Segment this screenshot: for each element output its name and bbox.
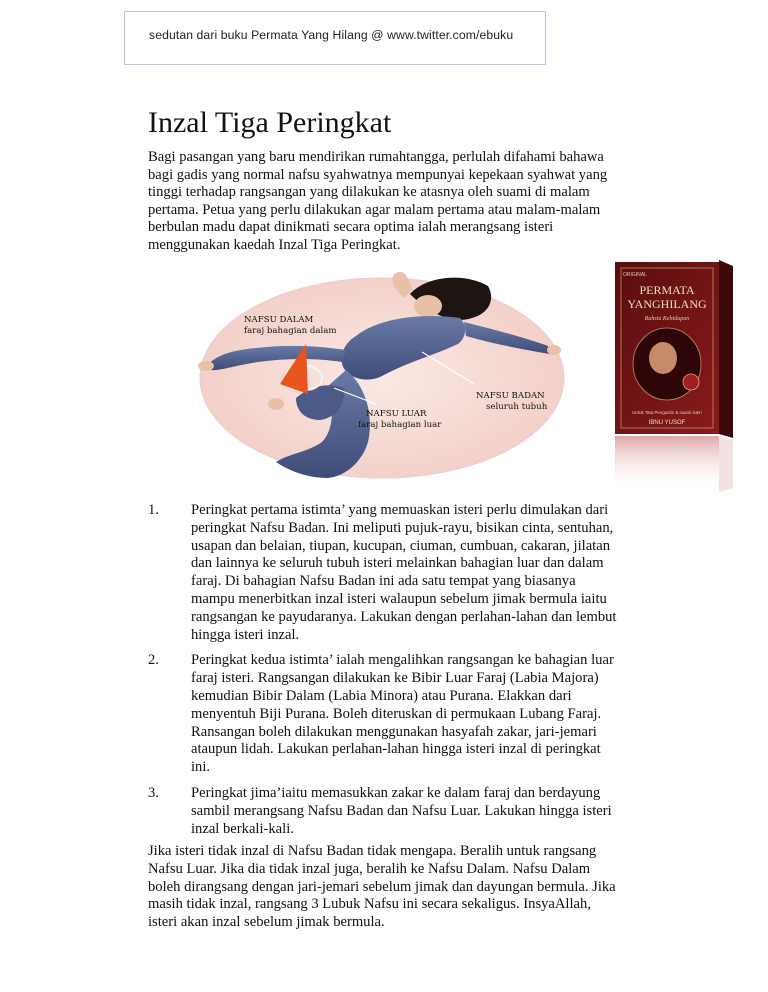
book-medallion	[683, 374, 699, 390]
book-title-1: PERMATA	[639, 283, 695, 297]
label-dalam-sub: faraj bahagian dalam	[244, 326, 337, 336]
label-dalam-title: NAFSU DALAM	[244, 315, 314, 325]
foot-left	[198, 361, 214, 371]
book-reflection	[615, 436, 719, 492]
list-text: Peringkat kedua istimta’ ialah mengalihkan rangsangan ke bahagian luar faraj isteri. Rangsangan dilakukan ke Bibir Luar Faraj (Labia Majora) kemudian Bibir Dalam (Labia Minora) atau Purana. Elakkan dari menyentuh Biji Purana. Boleh diteruskan di permukaan Lubang Faraj. Ransangan boleh dilakukan menggunakan hasyafah zakar, jari-jemari ataupun lidah. Lakukan perlahan-lahan hingga isteri inzal di peringkat ini.	[191, 652, 614, 776]
book-subtitle: Rahsia Kehidupan	[644, 316, 690, 322]
face-shape	[414, 295, 442, 317]
hand-right	[547, 345, 561, 355]
list-number: 3.	[148, 784, 159, 801]
label-luar-sub: faraj bahagian luar	[358, 420, 442, 430]
label-luar-title: NAFSU LUAR	[366, 409, 427, 419]
book-tagline: Untuk Tata Pengantin & suami isteri	[632, 410, 702, 415]
list-number: 1.	[148, 502, 159, 518]
background-oval	[200, 278, 564, 478]
book-portrait-face	[649, 342, 677, 374]
list-item	[148, 652, 618, 777]
book-title-2: YANGHILANG	[627, 297, 707, 311]
nafsu-illustration	[196, 266, 568, 482]
list-item	[148, 785, 618, 838]
list-text: Peringkat pertama istimta’ yang memuaskan isteri perlu dimulakan dari peringkat Nafsu Badan. Ini meliputi pujuk-rayu, bisikan cinta, sentuhan, usapan dan belaian, tiupan, kucupan, ciuman, cumbuan, cakaran, jilatan dan lainnya ke seluruh tubuh isteri melainkan bahagian luar dan dalam faraj. Di bahagian Nafsu Badan ini ada satu tempat yang biasanya mampu menerbitkan inzal isteri walaupun sebelum jimak bermula iaitu rangsangan ke payudaranya. Lakukan dengan perlahan-lahan dan lembut hingga isteri inzal.	[191, 502, 617, 643]
intro-paragraph: Bagi pasangan yang baru mendirikan rumahtangga, perlulah difahami bahawa bagi gadis yang normal nafsu syahwatnya mempunyai kepekaan syahwat yang tinggi terhadap rangsangan yang dilakukan ke atasnya oleh suami di malam pertama. Petua yang perlu dilakukan agar malam pertama atau malam-malam berbulan madu dapat dinikmati secara optima ialah merangsang isteri menggunakan kaedah Inzal Tiga Peringkat.	[148, 149, 608, 253]
book-author: IBNU YUSOF	[648, 420, 686, 426]
hand-hip	[268, 398, 284, 410]
steps-list	[148, 502, 618, 846]
book-badge: ORIGINAL	[623, 272, 647, 278]
label-badan-title: NAFSU BADAN	[476, 391, 545, 401]
header-box	[124, 11, 546, 65]
list-number: 2.	[148, 652, 159, 669]
book-spine	[719, 260, 733, 438]
outro-paragraph: Jika isteri tidak inzal di Nafsu Badan tidak mengapa. Beralih untuk rangsang Nafsu Luar. Jika dia tidak inzal juga, beralih ke Nafsu Dalam. Nafsu Dalam boleh dirangsang dengan jari-jemari sebelum jimak dan dayungan bermula. Jika masih tidak inzal, rangsang 3 Lubuk Nafsu ini secara sekaligus. InsyaAllah, isteri akan inzal sebelum jimak bermula.	[148, 843, 616, 931]
page-title: Inzal Tiga Peringkat	[148, 106, 392, 139]
list-text: Peringkat jima’iaitu memasukkan zakar ke dalam faraj dan berdayung sambil merangsang Nafsu Badan dan Nafsu Luar. Lakukan hingga isteri inzal berkali-kali.	[191, 784, 612, 837]
book-cover	[609, 258, 741, 498]
label-badan-sub: seluruh tubuh	[486, 402, 548, 412]
header-text: sedutan dari buku Permata Yang Hilang @ www.twitter.com/ebuku	[149, 28, 514, 42]
list-item	[148, 502, 618, 644]
book-spine-reflection	[719, 436, 733, 492]
